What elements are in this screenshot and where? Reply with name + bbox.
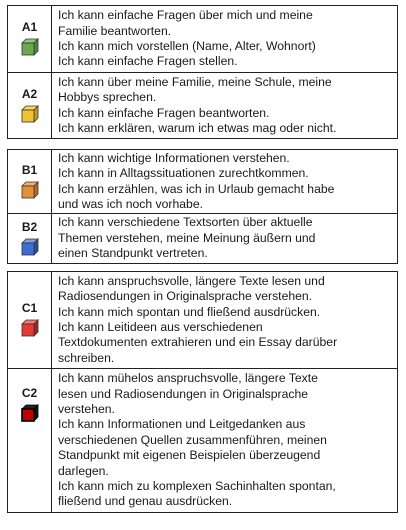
level-cell-b1 (8, 150, 52, 213)
level-code-a1: A1 (21, 20, 38, 34)
level-row-a2 (8, 72, 397, 138)
level-code-a2: A2 (21, 86, 38, 101)
level-code-b2: B2 (21, 219, 38, 234)
level-row-b2 (8, 213, 397, 263)
level-description-a2: Ich kann über meine Familie, meine Schule, meine Hobbys sprechen. Ich kann einfache Fragen beantworten. Ich kann erklären, warum ich etwas mag oder nicht. (58, 74, 337, 135)
level-cell-a2 (8, 73, 52, 138)
level-code-b1: B1 (21, 162, 38, 177)
level-group-c (7, 271, 398, 513)
level-description-b1: Ich kann wichtige Informationen verstehen. Ich kann in Alltagssituationen zurechtkommen. Ich kann erzählen, was ich in Urlaub gemacht habe und was ich noch vorhabe. (58, 150, 335, 211)
level-row-c1 (8, 272, 397, 368)
orange-cube-icon (20, 180, 40, 200)
level-group-b (7, 149, 398, 264)
level-code-c2: C2 (21, 386, 38, 400)
green-cube-icon (20, 37, 40, 57)
level-cell-c1 (8, 272, 52, 368)
level-cell-b2 (8, 214, 52, 263)
dark-red-cube-icon (20, 403, 40, 423)
level-cell-a1 (8, 6, 52, 72)
blue-cube-icon (20, 237, 40, 257)
level-row-c2 (8, 368, 397, 512)
level-description-b2: Ich kann verschiedene Textsorten über aktuelle Themen verstehen, meine Meinung äußern und einen Standpunkt vertreten. (58, 215, 316, 261)
yellow-cube-icon (20, 104, 40, 124)
level-group-a (7, 5, 398, 139)
red-cube-icon (20, 318, 40, 338)
level-row-b1 (8, 150, 397, 213)
level-code-c1: C1 (21, 301, 38, 315)
level-description-a1: Ich kann einfache Fragen über mich und meine Familie beantworten. Ich kann mich vorstellen (Name, Alter, Wohnort) Ich kann einfache Fragen stellen. (58, 8, 316, 69)
level-description-c2: Ich kann mühelos anspruchsvolle, längere Texte lesen und Radiosendungen in Originalsprache verstehen. Ich kann Informationen und Leitgedanken aus verschiedenen Quellen zusammenführen, meinen Standpunkt mit eigenen Beispielen überzeugend darlegen. Ich kann mich zu komplexen Sachinhalten spontan, fließend und genau ausdrücken. (58, 371, 336, 509)
level-description-c1: Ich kann anspruchsvolle, längere Texte lesen und Radiosendungen in Originalsprache verstehen. Ich kann mich spontan und fließend ausdrücken. Ich kann Leitideen aus verschiedenen Textdokumenten extrahieren und ein Essay darüber schreiben. (58, 273, 338, 365)
level-cell-c2 (8, 369, 52, 512)
level-row-a1 (8, 6, 397, 72)
